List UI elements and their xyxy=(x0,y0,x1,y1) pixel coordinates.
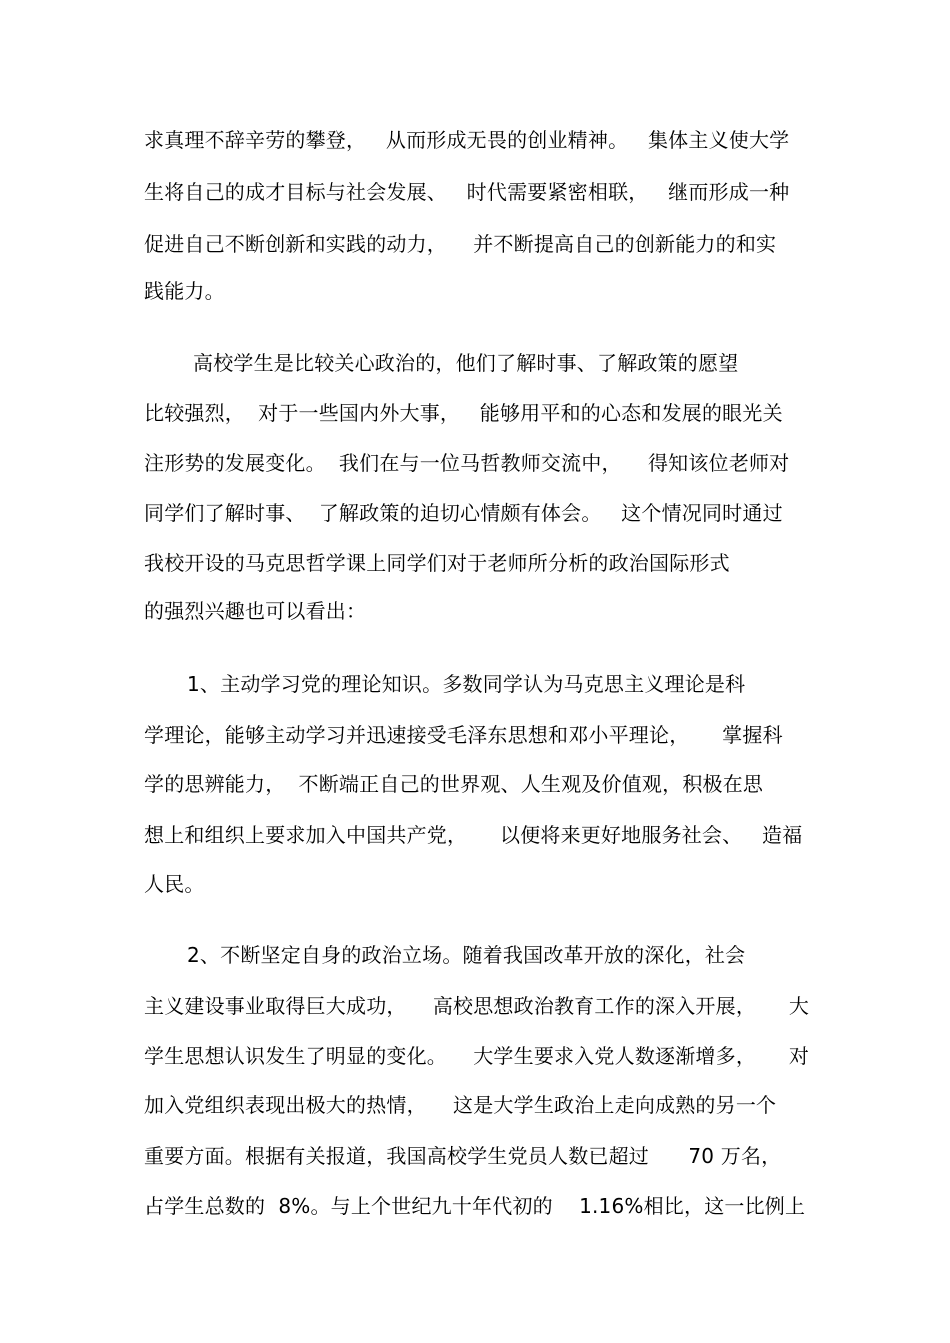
text-line: 求真理不辞辛劳的攀登， 从而形成无畏的创业精神。 集体主义使大学 xyxy=(144,128,790,152)
text-line: 我校开设的马克思哲学课上同学们对于老师所分析的政治国际形式 xyxy=(144,551,730,575)
text-line: 占学生总数的 8%。与上个世纪九十年代初的 1.16%相比，这一比例上 xyxy=(144,1194,806,1218)
text-line: 注形势的发展变化。 我们在与一位马哲教师交流中， 得知该位老师对 xyxy=(144,451,790,475)
text-line: 重要方面。根据有关报道，我国高校学生党员人数已超过 70 万名， xyxy=(144,1144,782,1168)
text-line: 人民。 xyxy=(144,872,205,896)
text-line: 学的思辨能力， 不断端正自己的世界观、人生观及价值观，积极在思 xyxy=(144,772,764,796)
text-line: 想上和组织上要求加入中国共产党， 以便将来更好地服务社会、 造福 xyxy=(144,823,803,847)
text-line: 践能力。 xyxy=(144,279,225,303)
text-line: 学理论，能够主动学习并迅速接受毛泽东思想和邓小平理论， 掌握科 xyxy=(144,723,783,747)
text-line: 比较强烈， 对于一些国内外大事， 能够用平和的心态和发展的眼光关 xyxy=(144,401,783,425)
text-line: 2、不断坚定自身的政治立场。随着我国改革开放的深化，社会 xyxy=(187,943,746,967)
text-line: 促进自己不断创新和实践的动力， 并不断提高自己的创新能力的和实 xyxy=(144,232,777,256)
text-line: 的强烈兴趣也可以看出： xyxy=(144,599,367,623)
text-line: 高校学生是比较关心政治的，他们了解时事、了解政策的愿望 xyxy=(193,351,739,375)
text-line: 同学们了解时事、 了解政策的迫切心情颇有体会。 这个情况同时通过 xyxy=(144,501,783,525)
text-line: 加入党组织表现出极大的热情， 这是大学生政治上走向成熟的另一个 xyxy=(144,1093,777,1117)
text-line: 学生思想认识发生了明显的变化。 大学生要求入党人数逐渐增多， 对 xyxy=(144,1044,810,1068)
text-line: 生将自己的成才目标与社会发展、 时代需要紧密相联， 继而形成一种 xyxy=(144,180,790,204)
text-line: 主义建设事业取得巨大成功， 高校思想政治教育工作的深入开展， 大 xyxy=(144,994,810,1018)
text-line: 1、主动学习党的理论知识。多数同学认为马克思主义理论是科 xyxy=(187,672,746,696)
